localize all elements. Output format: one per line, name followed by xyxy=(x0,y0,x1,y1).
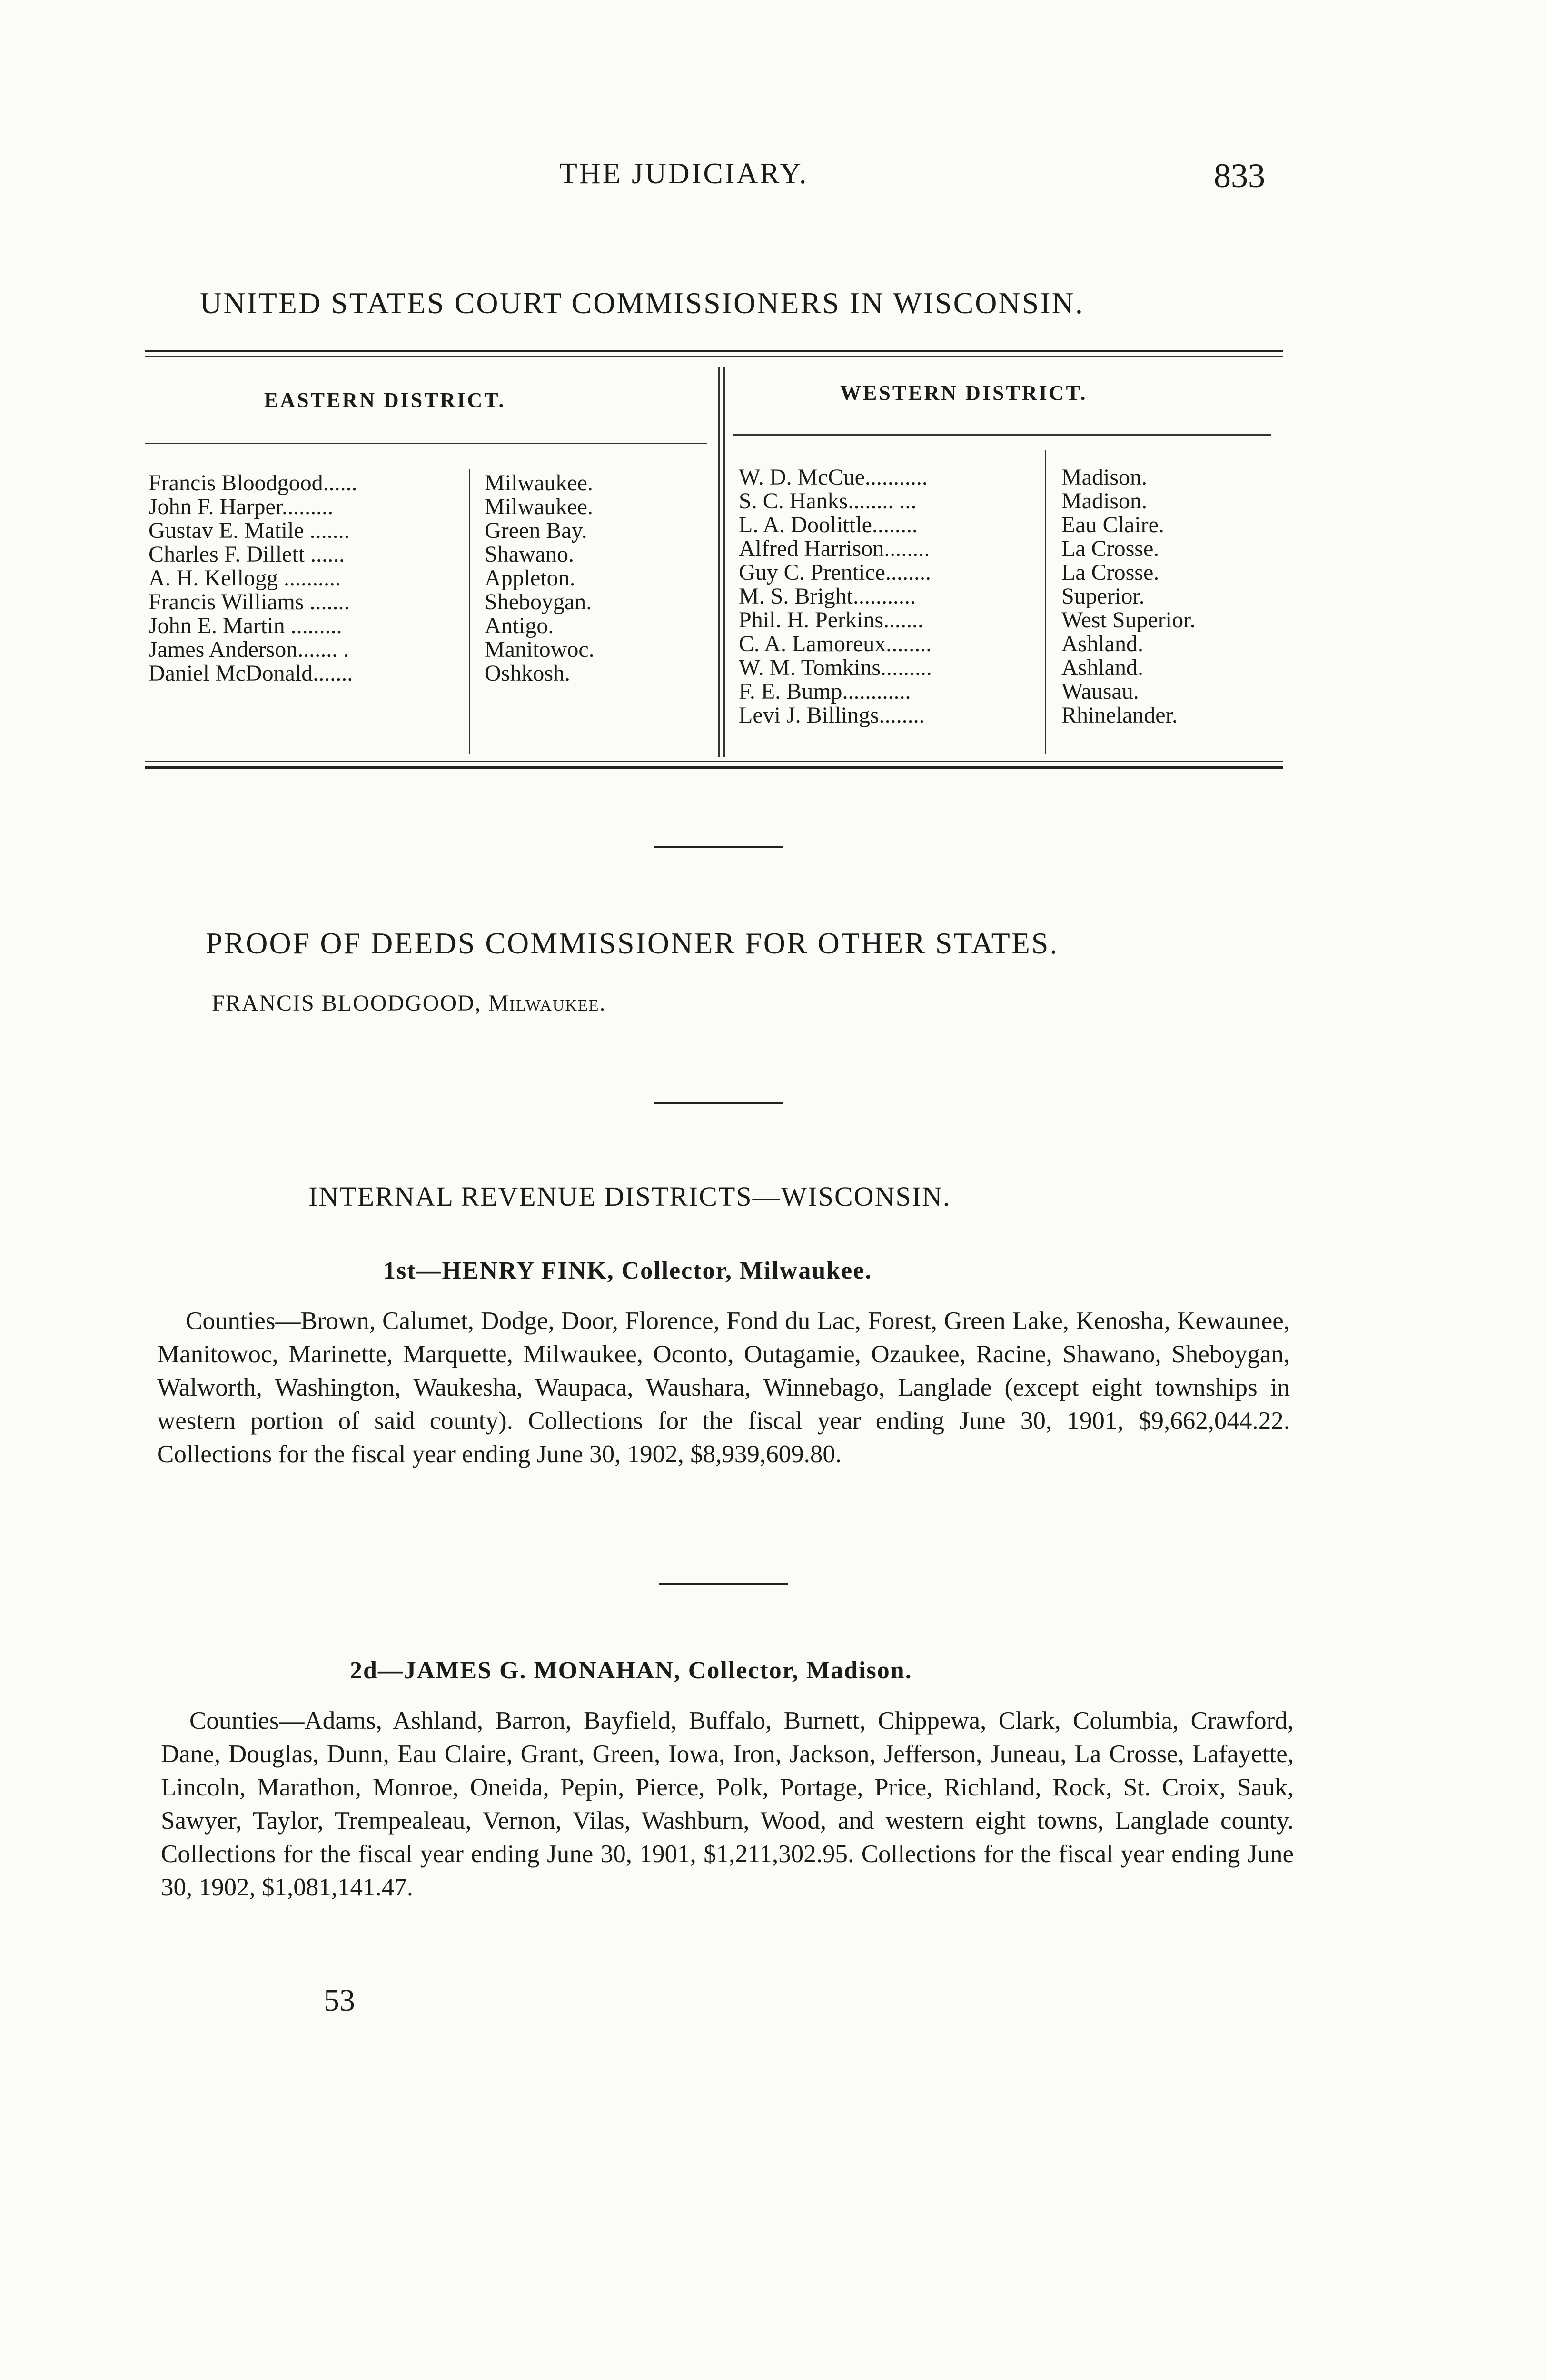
list-item: Eau Claire. xyxy=(1061,513,1164,537)
eastern-heading-rule xyxy=(145,443,707,444)
western-district-heading: WESTERN DISTRICT. xyxy=(840,381,1088,405)
list-item: La Crosse. xyxy=(1061,537,1160,561)
list-item: La Crosse. xyxy=(1061,561,1160,585)
list-item: Milwaukee. xyxy=(485,471,593,495)
commissioner-name: FRANCIS BLOODGOOD, xyxy=(212,991,482,1016)
second-district-paragraph: Counties—Adams, Ashland, Barron, Bayfield, Buffalo, Burnett, Chippewa, Clark, Columbia, Crawford, Dane, Douglas, Dunn, Eau Claire, Grant, Green, Iowa, Iron, Jackson, Jefferson, Juneau, La Crosse, Lafayette, Lincoln, Marathon, Monroe, Oneida, Pepin, Pierce, Polk, Portage, Price, Richland, Rock, St. Croix, Sauk, Sawyer, Taylor, Trempealeau, Vernon, Vilas, Washburn, Wood, and western eight towns, Langlade county. Collections for the fiscal year ending June 30, 1901, $1,211,302.95. Collections for the fiscal year ending June 30, 1902, $1,081,141.47. xyxy=(161,1707,1294,1901)
list-item: M. S. Bright........... xyxy=(739,585,916,608)
list-item: John E. Martin ......... xyxy=(149,614,342,638)
list-item: Alfred Harrison........ xyxy=(739,537,930,561)
section-separator xyxy=(659,1583,788,1585)
list-item: Gustav E. Matile ....... xyxy=(149,519,350,543)
list-item: S. C. Hanks........ ... xyxy=(739,489,917,513)
list-item: Oshkosh. xyxy=(485,662,571,685)
list-item: Daniel McDonald....... xyxy=(149,662,353,685)
list-item: Madison. xyxy=(1061,489,1147,513)
list-item: John F. Harper......... xyxy=(149,495,334,519)
list-item: Shawano. xyxy=(485,543,574,566)
list-item: Francis Bloodgood...... xyxy=(149,471,357,495)
second-district-text xyxy=(161,1704,1294,1904)
list-item: Antigo. xyxy=(485,614,554,638)
first-district-paragraph: Counties—Brown, Calumet, Dodge, Door, Florence, Fond du Lac, Forest, Green Lake, Kenosha, Kewaunee, Manitowoc, Marinette, Marquette, Milwaukee, Oconto, Outagamie, Ozaukee, Racine, Shawano, Sheboygan, Walworth, Washington, Waukesha, Waupaca, Waushara, Winnebago, Langlade (except eight townships in western portion of said county). Collections for the fiscal year ending June 30, 1901, $9,662,044.22. Collections for the fiscal year ending June 30, 1902, $8,939,609.80. xyxy=(157,1307,1290,1468)
table-bottom-rule-2 xyxy=(145,766,1283,769)
list-item: Manitowoc. xyxy=(485,638,595,662)
list-item: Guy C. Prentice........ xyxy=(739,561,931,585)
list-item: C. A. Lamoreux........ xyxy=(739,632,932,656)
page-number: 833 xyxy=(1214,157,1265,195)
western-names xyxy=(739,466,932,727)
list-item: Rhinelander. xyxy=(1061,704,1178,727)
list-item: West Superior. xyxy=(1061,608,1196,632)
section-separator xyxy=(654,1102,783,1104)
proof-of-deeds-title: PROOF OF DEEDS COMMISSIONER FOR OTHER STATES. xyxy=(206,926,1059,960)
list-item: F. E. Bump............ xyxy=(739,680,911,704)
list-item: Francis Williams ....... xyxy=(149,590,350,614)
district-divider-2 xyxy=(723,367,725,757)
list-item: W. D. McCue........... xyxy=(739,466,928,489)
list-item: Wausau. xyxy=(1061,680,1139,704)
proof-of-deeds-commissioner xyxy=(212,990,606,1016)
list-item: Charles F. Dillett ...... xyxy=(149,543,345,566)
list-item: Madison. xyxy=(1061,466,1147,489)
first-district-text xyxy=(157,1304,1290,1471)
table-top-rule-2 xyxy=(145,356,1283,357)
list-item: Appleton. xyxy=(485,566,575,590)
list-item: Phil. H. Perkins....... xyxy=(739,608,924,632)
list-item: Ashland. xyxy=(1061,632,1143,656)
eastern-names xyxy=(149,471,357,685)
list-item: Sheboygan. xyxy=(485,590,592,614)
running-head: THE JUDICIARY. xyxy=(559,158,809,190)
list-item: Green Bay. xyxy=(485,519,587,543)
section-separator xyxy=(654,846,783,848)
list-item: W. M. Tomkins......... xyxy=(739,656,932,680)
eastern-column-rule xyxy=(469,469,470,754)
eastern-places xyxy=(485,471,595,685)
first-district-heading: 1st—HENRY FINK, Collector, Milwaukee. xyxy=(383,1257,872,1284)
list-item: L. A. Doolittle........ xyxy=(739,513,918,537)
list-item: A. H. Kellogg .......... xyxy=(149,566,341,590)
list-item: James Anderson....... . xyxy=(149,638,349,662)
western-heading-rule xyxy=(733,434,1271,436)
list-item: Ashland. xyxy=(1061,656,1143,680)
commissioners-title: UNITED STATES COURT COMMISSIONERS IN WISCONSIN. xyxy=(200,286,1084,320)
second-district-heading: 2d—JAMES G. MONAHAN, Collector, Madison. xyxy=(350,1657,912,1684)
eastern-district-heading: EASTERN DISTRICT. xyxy=(264,388,506,412)
list-item: Levi J. Billings........ xyxy=(739,704,925,727)
signature-mark: 53 xyxy=(324,1983,355,2018)
list-item: Superior. xyxy=(1061,585,1145,608)
commissioner-place: Milwaukee. xyxy=(488,991,606,1016)
western-places xyxy=(1061,466,1195,727)
table-top-rule xyxy=(145,350,1283,352)
internal-revenue-title: INTERNAL REVENUE DISTRICTS—WISCONSIN. xyxy=(308,1181,951,1212)
table-bottom-rule xyxy=(145,761,1283,762)
district-divider xyxy=(718,367,720,757)
western-column-rule xyxy=(1045,450,1046,754)
list-item: Milwaukee. xyxy=(485,495,593,519)
